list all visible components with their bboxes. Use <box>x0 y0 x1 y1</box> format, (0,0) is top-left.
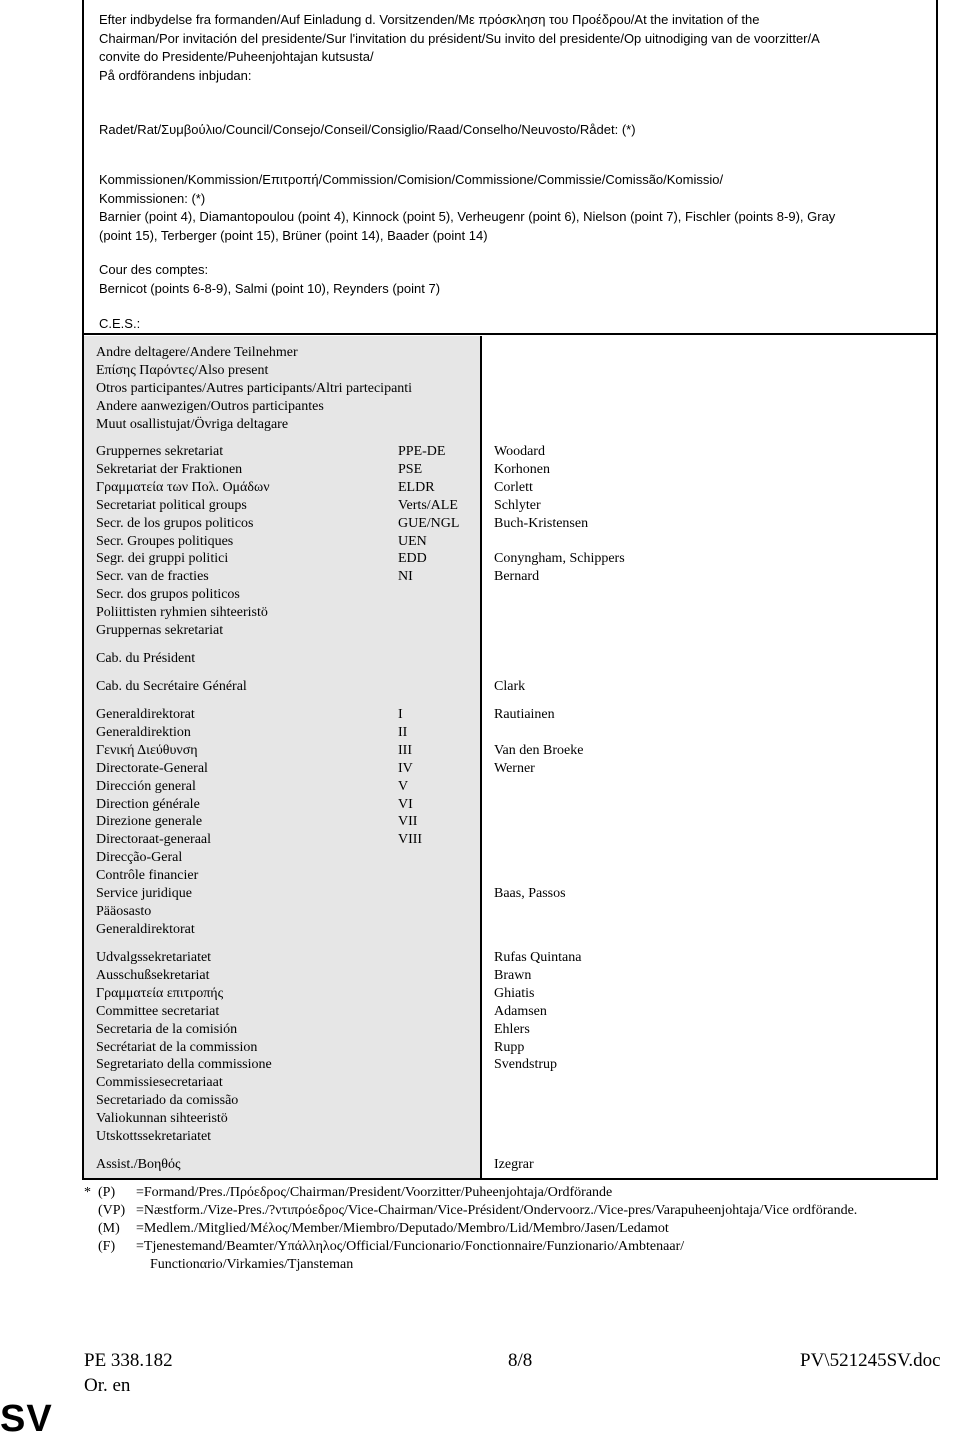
committee-label: Ausschußsekretariat <box>96 967 210 983</box>
group-name: Conyngham, Schippers <box>494 551 625 567</box>
committee-labels <box>96 949 272 1146</box>
group-label: Segr. dei gruppi politici <box>96 551 229 567</box>
committee-name: Brawn <box>494 967 532 983</box>
dg-code: IV <box>398 760 413 776</box>
dg-label: Generaldirektion <box>96 724 191 740</box>
groups-codes <box>398 443 459 586</box>
original-language: Or. en <box>84 1375 131 1396</box>
dg-name <box>494 867 583 885</box>
committee-name: Rufas Quintana <box>494 950 582 965</box>
group-label: Secr. de los grupos politicos <box>96 515 254 531</box>
dg-name <box>494 849 583 867</box>
participants-line: Otros participantes/Autres participants/Altri partecipanti <box>96 380 413 396</box>
participants-line: Andere aanwezigen/Outros participantes <box>96 398 324 414</box>
dg-name: Rautiainen <box>494 707 555 722</box>
participants-line: Andre deltagere/Andere Teilnehmer <box>96 345 298 360</box>
dg-label: Direcção-Geral <box>96 850 183 866</box>
group-name: Korhonen <box>494 461 550 477</box>
dg-label: Directorate-General <box>96 760 208 776</box>
groups-names <box>494 443 625 586</box>
other-participants <box>96 344 412 434</box>
dg-name <box>494 778 583 796</box>
footnote-text: =Næstform./Vize-Pres./?ντιπρόεδρος/Vice-Chairman/Vice-Président/Ondervoorz./Vice-pres/Varapuheenjohtaja/Vice ordförande. <box>136 1203 858 1218</box>
participants-line: Επίσης Παρόντες/Also present <box>96 362 269 378</box>
groups-labels <box>96 443 270 640</box>
dg-name <box>494 724 583 742</box>
committee-name: Ghiatis <box>494 985 535 1001</box>
group-label: Poliittisten ryhmien sihteeristö <box>96 605 268 621</box>
footnote-code: (M) <box>98 1221 120 1236</box>
council-label: Radet/Rat/Συμβούλιο/Council/Consejo/Conseil/Consiglio/Raad/Conselho/Neuvosto/Rådet: (*) <box>99 122 636 137</box>
file-name: PV\521245SV.doc <box>800 1350 941 1371</box>
committee-label: Γραμματεία επιτροπής <box>96 985 224 1001</box>
dg-code: VI <box>398 796 413 812</box>
dg-name: Werner <box>494 760 535 776</box>
group-code: NI <box>398 569 413 585</box>
dg-label: Generaldirektorat <box>96 707 195 722</box>
group-name: Buch-Kristensen <box>494 515 589 531</box>
dg-name: Baas, Passos <box>494 886 566 902</box>
group-label: Gruppernes sekretariat <box>96 444 224 459</box>
footnote-text: =Tjenestemand/Beamter/Υπάλληλος/Official/Funcionario/Fonctionnaire/Funzionario/Ambtenaar/ <box>136 1239 685 1254</box>
group-code: PSE <box>398 461 423 477</box>
intro-line: På ordförandens inbjudan: <box>99 67 252 83</box>
dg-code: VIII <box>398 832 423 848</box>
group-name <box>494 533 625 551</box>
commission-line: Barnier (point 4), Diamantopoulou (point 4), Kinnock (point 5), Verheugenr (point 6), Nielson (point 7), Fischler (points 8-9), Gray <box>99 209 836 224</box>
footnote-star: * <box>84 1185 91 1200</box>
group-label: Secr. Groupes politiques <box>96 533 234 549</box>
dg-name <box>494 813 583 831</box>
group-label: Γραμματεία των Πολ. Ομάδων <box>96 479 270 495</box>
group-code: UEN <box>398 533 427 549</box>
dg-code: VII <box>398 814 418 830</box>
commission-line: Kommissionen: (*) <box>99 190 206 206</box>
ces-label: C.E.S.: <box>99 316 141 331</box>
group-label: Secretariat political groups <box>96 497 247 513</box>
group-code: GUE/NGL <box>398 515 460 531</box>
footnote-text: =Medlem./Mitglied/Μέλος/Member/Miembro/Deputado/Membro/Lid/Membro/Jasen/Ledamot <box>136 1221 669 1236</box>
footnote-text: =Formand/Pres./Πρόεδρος/Chairman/President/Voorzitter/Puheenjohtaja/Ordförande <box>136 1185 613 1200</box>
page-number: 8/8 <box>508 1350 533 1371</box>
dg-label: Direzione generale <box>96 814 203 830</box>
dg-label: Contrôle financier <box>96 868 199 884</box>
committee-name: Rupp <box>494 1039 525 1055</box>
cab-president: Cab. du Président <box>96 651 196 666</box>
committee-label: Segretariato della commissione <box>96 1057 272 1073</box>
document-reference: PE 338.182 <box>84 1350 173 1371</box>
group-name: Bernard <box>494 569 540 585</box>
court-line: Cour des comptes: <box>99 262 209 277</box>
dg-name: Van den Broeke <box>494 742 584 758</box>
committee-label: Valiokunnan sihteeristö <box>96 1111 228 1127</box>
intro <box>99 11 929 85</box>
dg-names <box>494 706 583 903</box>
group-code: PPE-DE <box>398 444 446 459</box>
dg-code: II <box>398 724 408 740</box>
dg-code: I <box>398 707 403 722</box>
court-block <box>99 261 440 298</box>
group-name: Schlyter <box>494 497 541 513</box>
cab-sg-name: Clark <box>494 679 526 694</box>
group-label: Secr. van de fracties <box>96 569 209 585</box>
dg-code: V <box>398 778 409 794</box>
commission-line: Kommissionen/Kommission/Επιτροπή/Commission/Comision/Commissione/Commissie/Comissão/Komissio/ <box>99 172 724 187</box>
group-name: Woodard <box>494 444 545 459</box>
dg-name <box>494 831 583 849</box>
committee-names <box>494 949 581 1074</box>
assist-name: Izegrar <box>494 1157 534 1172</box>
language-code: SV <box>0 1398 53 1440</box>
dg-name <box>494 796 583 814</box>
committee-label: Secretariado da comissão <box>96 1093 239 1109</box>
group-label: Gruppernas sekretariat <box>96 623 224 639</box>
committee-label: Secrétariat de la commission <box>96 1039 258 1055</box>
committee-label: Udvalgssekretariatet <box>96 950 212 965</box>
dg-label: Γενική Διεύθυνση <box>96 742 198 758</box>
group-code: ELDR <box>398 479 435 495</box>
dg-label: Generaldirektorat <box>96 921 195 937</box>
cab-secretary-general: Cab. du Secrétaire Général <box>96 679 247 694</box>
intro-line: convite do Presidente/Puheenjohtajan kutsusta/ <box>99 49 374 64</box>
assist-label: Assist./Βοηθός <box>96 1157 181 1172</box>
group-code: Verts/ALE <box>398 497 458 513</box>
court-line: Bernicot (points 6-8-9), Salmi (point 10), Reynders (point 7) <box>99 280 441 296</box>
dg-label: Direction générale <box>96 796 200 812</box>
footnote-code: (P) <box>98 1185 116 1200</box>
intro-line: Chairman/Por invitación del presidente/Sur l'invitation du président/Su invito del presidente/Op uitnodiging van de voorzitter/A <box>99 30 820 46</box>
dg-codes <box>398 706 422 849</box>
footnote-code: (F) <box>98 1239 116 1254</box>
dg-label: Dirección general <box>96 778 196 794</box>
committee-label: Committee secretariat <box>96 1003 220 1019</box>
committee-name: Ehlers <box>494 1021 530 1037</box>
committee-name: Adamsen <box>494 1003 547 1019</box>
group-label: Secr. dos grupos politicos <box>96 587 240 603</box>
dg-label: Directoraat-generaal <box>96 832 212 848</box>
committee-name: Svendstrup <box>494 1057 557 1073</box>
dg-label: Pääosasto <box>96 903 152 919</box>
dg-label: Service juridique <box>96 886 193 902</box>
dg-code: III <box>398 742 412 758</box>
group-name: Corlett <box>494 479 533 495</box>
column-divider-2 <box>481 336 482 1178</box>
group-code: EDD <box>398 551 427 567</box>
commission-block <box>99 171 835 245</box>
commission-line: (point 15), Terberger (point 15), Brüner (point 14), Baader (point 14) <box>99 227 488 243</box>
committee-label: Utskottssekretariatet <box>96 1129 212 1145</box>
dg-labels <box>96 706 211 939</box>
footnote-continuation: Functionαrio/Virkamies/Tjansteman <box>150 1257 354 1272</box>
committee-label: Commissiesecretariaat <box>96 1075 223 1091</box>
group-label: Sekretariat der Fraktionen <box>96 461 243 477</box>
intro-line: Efter indbydelse fra formanden/Auf Einladung d. Vorsitzenden/Με πρόσκληση του Προέδρου/At the invitation of the <box>99 12 760 27</box>
committee-label: Secretaria de la comisión <box>96 1021 238 1037</box>
footnote-code: (VP) <box>98 1203 126 1218</box>
participants-line: Muut osallistujat/Övriga deltagare <box>96 416 289 432</box>
